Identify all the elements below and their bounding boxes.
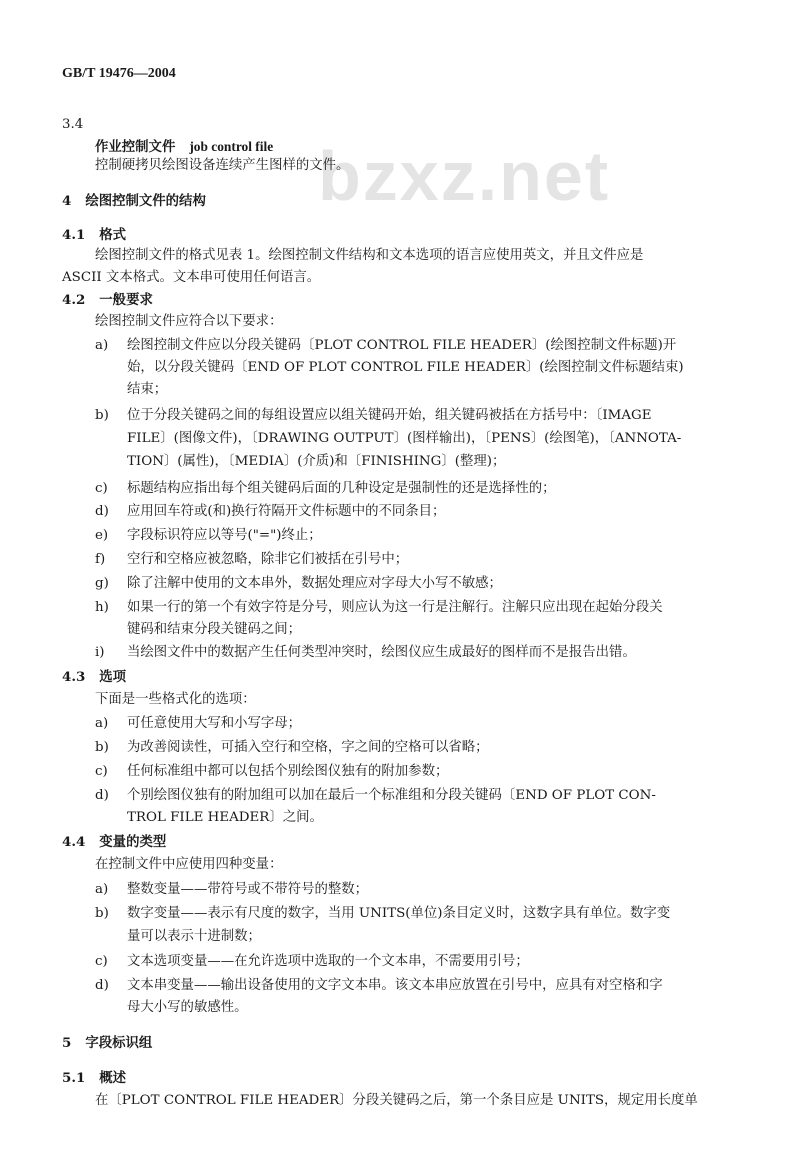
list-item-label: a) bbox=[95, 338, 109, 353]
list-item-line: 量可以表示十进制数； bbox=[127, 929, 261, 944]
paragraph-line: ASCII 文本格式。文本串可使用任何语言。 bbox=[62, 270, 321, 285]
list-item-line: 个别绘图仪独有的附加组可以加在最后一个标准组和分段关键码〔END OF PLOT CON- bbox=[127, 788, 656, 803]
list-item-line: 键码和结束分段关键码之间； bbox=[127, 622, 302, 637]
list-item-line: 任何标准组中都可以包括个别绘图仪独有的附加参数； bbox=[127, 764, 449, 779]
list-item-label: c) bbox=[95, 481, 108, 496]
paragraph-line: 绘图控制文件的格式见表 1。绘图控制文件结构和文本选项的语言应使用英文，并且文件应是 bbox=[95, 248, 644, 263]
list-item-line: 如果一行的第一个有效字符是分号，则应认为这一行是注解行。注解只应出现在起始分段关 bbox=[127, 600, 663, 615]
list-item-label: d) bbox=[95, 978, 109, 993]
section-heading bbox=[62, 833, 166, 851]
list-item-label: e) bbox=[95, 528, 109, 543]
list-item-line: 空行和空格应被忽略，除非它们被括在引号中； bbox=[127, 552, 409, 567]
list-item-line: 当绘图文件中的数据产生任何类型冲突时，绘图仪应生成最好的图样而不是报告出错。 bbox=[127, 645, 636, 660]
list-item-line: 位于分段关键码之间的每组设置应以组关键码开始，组关键码被括在方括号中：〔IMAGE bbox=[127, 408, 652, 423]
section-title: 格式 bbox=[99, 227, 127, 243]
section-intro: 下面是一些格式化的选项： bbox=[95, 692, 256, 707]
section-heading bbox=[62, 226, 126, 244]
list-item-line: 文本串变量——输出设备使用的文字文本串。该文本串应放置在引号中，应具有对空格和字 bbox=[127, 978, 663, 993]
list-item-line: 整数变量——带符号或不带符号的整数； bbox=[127, 882, 369, 897]
watermark: bzxz.net bbox=[318, 137, 611, 215]
list-item-label: b) bbox=[95, 740, 109, 755]
list-item-line: TROL FILE HEADER〕之间。 bbox=[127, 810, 323, 825]
list-item-line: 为改善阅读性，可插入空行和空格，字之间的空格可以省略； bbox=[127, 740, 489, 755]
chapter-heading bbox=[62, 1034, 152, 1052]
section-intro: 在控制文件中应使用四种变量： bbox=[95, 857, 283, 872]
chapter-number: 5 bbox=[62, 1035, 72, 1051]
section-number: 3.4 bbox=[62, 117, 84, 132]
section-number: 4.4 bbox=[62, 834, 86, 850]
section-title: 概述 bbox=[99, 1070, 127, 1086]
list-item-line: FILE〕(图像文件)，〔DRAWING OUTPUT〕(图样输出)，〔PENS〕(绘图笔)，〔ANNOTA- bbox=[127, 431, 682, 446]
list-item-line: 数字变量——表示有尺度的数字，当用 UNITS(单位)条目定义时，这数字具有单位。数字变 bbox=[127, 906, 671, 921]
list-item-label: i) bbox=[95, 645, 105, 660]
chapter-number: 4 bbox=[62, 193, 72, 209]
list-item-label: g) bbox=[95, 576, 109, 591]
section-title: 一般要求 bbox=[99, 292, 153, 308]
section-number: 4.1 bbox=[62, 227, 86, 243]
section-intro: 绘图控制文件应符合以下要求： bbox=[95, 314, 283, 329]
list-item-label: d) bbox=[95, 788, 109, 803]
section-title: 变量的类型 bbox=[99, 834, 167, 850]
list-item-line: 绘图控制文件应以分段关键码〔PLOT CONTROL FILE HEADER〕(绘图控制文件标题)开 bbox=[127, 338, 677, 353]
list-item-line: 始，以分段关键码〔END OF PLOT CONTROL FILE HEADER〕(绘图控制文件标题结束) bbox=[127, 360, 684, 375]
list-item-line: 可任意使用大写和小写字母； bbox=[127, 716, 302, 731]
list-item-line: 文本选项变量——在允许选项中选取的一个文本串，不需要用引号； bbox=[127, 954, 529, 969]
chapter-heading bbox=[62, 192, 206, 210]
list-item-label: c) bbox=[95, 954, 108, 969]
list-item-line: 应用回车符或(和)换行符隔开文件标题中的不同条目； bbox=[127, 504, 446, 519]
section-heading bbox=[62, 668, 126, 686]
list-item-line: TION〕(属性)，〔MEDIA〕(介质)和〔FINISHING〕(整理)； bbox=[127, 454, 506, 469]
standard-code: GB/T 19476—2004 bbox=[62, 66, 176, 81]
list-item-label: b) bbox=[95, 906, 109, 921]
chapter-title: 字段标识组 bbox=[85, 1035, 153, 1051]
list-item-label: d) bbox=[95, 504, 109, 519]
list-item-line: 结束； bbox=[127, 382, 168, 397]
term-definition: 控制硬拷贝绘图设备连续产生图样的文件。 bbox=[95, 158, 350, 173]
list-item-label: b) bbox=[95, 408, 109, 423]
list-item-line: 字段标识符应以等号("=")终止； bbox=[127, 528, 322, 543]
term-title bbox=[95, 138, 273, 156]
list-item-line: 除了注解中使用的文本串外，数据处理应对字母大小写不敏感； bbox=[127, 576, 502, 591]
list-item-label: c) bbox=[95, 764, 108, 779]
list-item-label: f) bbox=[95, 552, 106, 567]
section-heading bbox=[62, 1069, 126, 1087]
section-number: 4.3 bbox=[62, 669, 86, 685]
list-item-line: 标题结构应指出每个组关键码后面的几种设定是强制性的还是选择性的； bbox=[127, 481, 556, 496]
list-item-label: a) bbox=[95, 882, 109, 897]
section-number: 4.2 bbox=[62, 292, 86, 308]
term-cn: 作业控制文件 bbox=[95, 139, 176, 155]
chapter-title: 绘图控制文件的结构 bbox=[85, 193, 206, 209]
paragraph-line: 在〔PLOT CONTROL FILE HEADER〕分段关键码之后，第一个条目应是 UNITS，规定用长度单 bbox=[95, 1093, 698, 1108]
term-en: job control file bbox=[189, 139, 274, 154]
list-item-label: a) bbox=[95, 716, 109, 731]
section-heading bbox=[62, 291, 153, 309]
list-item-label: h) bbox=[95, 600, 109, 615]
section-number: 5.1 bbox=[62, 1070, 86, 1086]
list-item-line: 母大小写的敏感性。 bbox=[127, 1000, 248, 1015]
section-title: 选项 bbox=[99, 669, 127, 685]
